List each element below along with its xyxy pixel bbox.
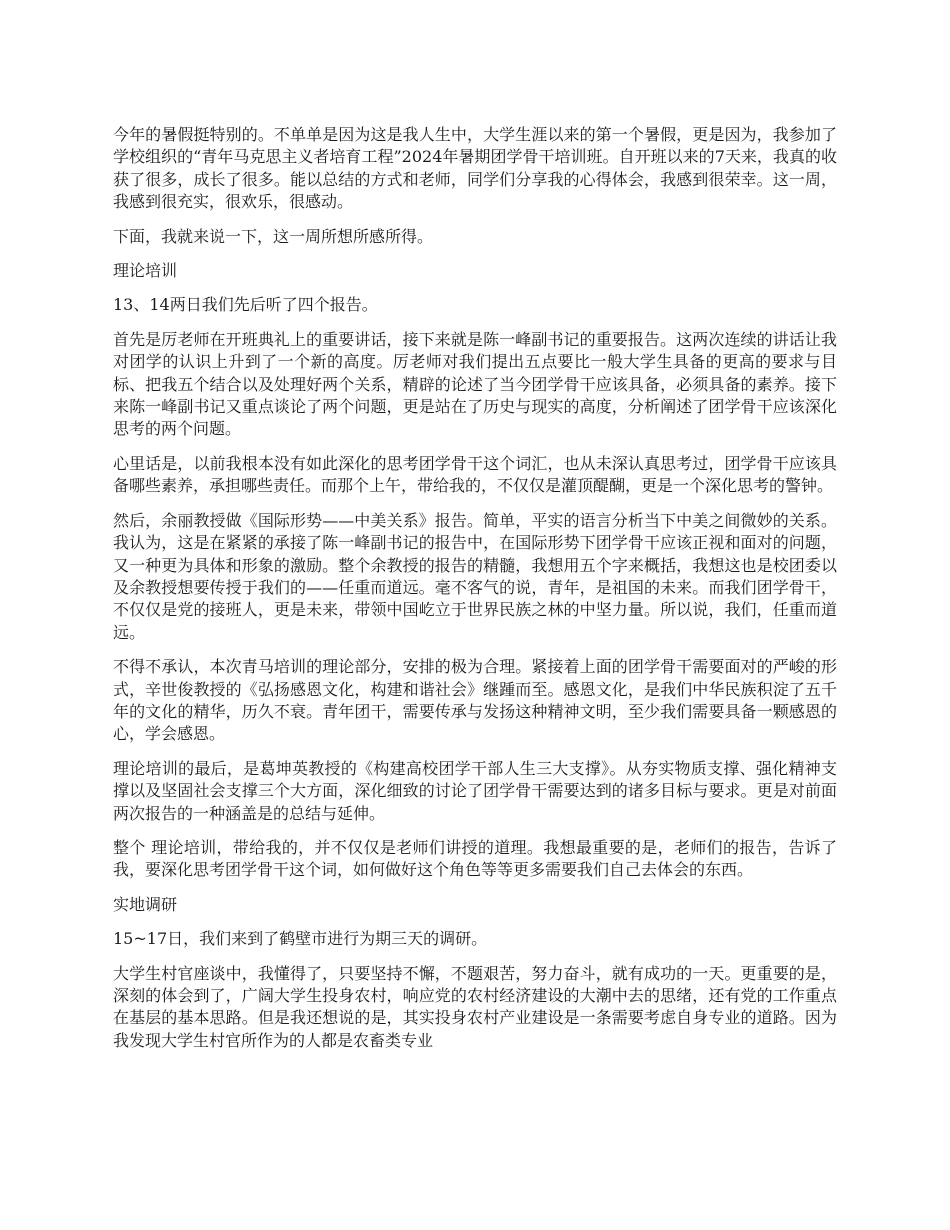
paragraph-opening-speech: 首先是厉老师在开班典礼上的重要讲话，接下来就是陈一峰副书记的重要报告。这两次连续的讲话让我对团学的认识上升到了一个新的高度。厉老师对我们提出五点要比一般大学生具备的更高的要求与目标、把我五个结合以及处理好两个关系，精辟的论述了当今团学骨干应该具备，必须具备的素养。接下来陈一峰副书记又重点谈论了两个问题，更是站在了历史与现实的高度，分析阐述了团学骨干应该深化思考的两个问题。 <box>113 329 837 439</box>
paragraph-three-supports: 理论培训的最后，是葛坤英教授的《构建高校团学干部人生三大支撑》。从夯实物质支撑、强化精神支撑以及坚固社会支撑三个大方面，深化细致的讨论了团学骨干需要达到的诸多目标与要求。更是对前面两次报告的一种涵盖是的总结与延伸。 <box>113 758 837 823</box>
paragraph-international-situation: 然后，余丽教授做《国际形势——中美关系》报告。简单，平实的语言分析当下中美之间微妙的关系。我认为，这是在紧紧的承接了陈一峰副书记的报告中，在国际形势下团学骨干应该正视和面对的问题，又一种更为具体和形象的激励。整个余教授的报告的精髓，我想用五个字来概括，我想这也是校团委以及余教授想要传授于我们的——任重而道远。毫不客气的说，青年，是祖国的未来。而我们团学骨干，不仅仅是党的接班人，更是未来，带领中国屹立于世界民族之林的中坚力量。所以说，我们，任重而道远。 <box>113 510 837 642</box>
section-heading-theory-training: 理论培训 <box>113 261 178 281</box>
paragraph-reflection: 心里话是，以前我根本没有如此深化的思考团学骨干这个词汇，也从未深认真思考过，团学骨干应该具备哪些素养，承担哪些责任。而那个上午，带给我的，不仅仅是灌顶醍醐，更是一个深化思考的警钟。 <box>113 453 837 496</box>
paragraph-research-dates: 15~17日，我们来到了鹤壁市进行为期三天的调研。 <box>113 929 488 949</box>
paragraph-intro: 今年的暑假挺特别的。不单单是因为这是我人生中，大学生涯以来的第一个暑假，更是因为，我参加了学校组织的“青年马克思主义者培育工程”2024年暑期团学骨干培训班。自开班以来的7天来，我真的收获了很多，成长了很多。能以总结的方式和老师，同学们分享我的心得体会，我感到很荣幸。这一周，我感到很充实，很欢乐，很感动。 <box>113 125 837 212</box>
document-body <box>113 124 837 1064</box>
section-heading-field-research: 实地调研 <box>113 894 178 914</box>
paragraph-gratitude-culture: 不得不承认，本次青马培训的理论部分，安排的极为合理。紧接着上面的团学骨干需要面对的严峻的形式，辛世俊教授的《弘扬感恩文化，构建和谐社会》继踵而至。感恩文化，是我们中华民族积淀了五千年的文化的精华，历久不衰。青年团干，需要传承与发扬这种精神文明，至少我们需要具备一颗感恩的心，学会感恩。 <box>113 657 837 744</box>
paragraph-lead-in: 下面，我就来说一下，这一周所想所感所得。 <box>113 226 434 246</box>
paragraph-reports-overview: 13、14两日我们先后听了四个报告。 <box>113 295 378 315</box>
paragraph-theory-summary: 整个 理论培训，带给我的，并不仅仅是老师们讲授的道理。我想最重要的是，老师们的报告，告诉了我，要深化思考团学骨干这个词，如何做好这个角色等等更多需要我们自己去体会的东西。 <box>113 837 837 880</box>
paragraph-village-officials: 大学生村官座谈中，我懂得了，只要坚持不懈，不题艰苦，努力奋斗，就有成功的一天。更重要的是，深刻的体会到了，广阔大学生投身农村，响应党的农村经济建设的大潮中去的思绪，还有党的工作重点在基层的基本思路。但是我还想说的是，其实投身农村产业建设是一条需要考虑自身专业的道路。因为我发现大学生村官所作为的人都是农畜类专业 <box>113 963 837 1050</box>
